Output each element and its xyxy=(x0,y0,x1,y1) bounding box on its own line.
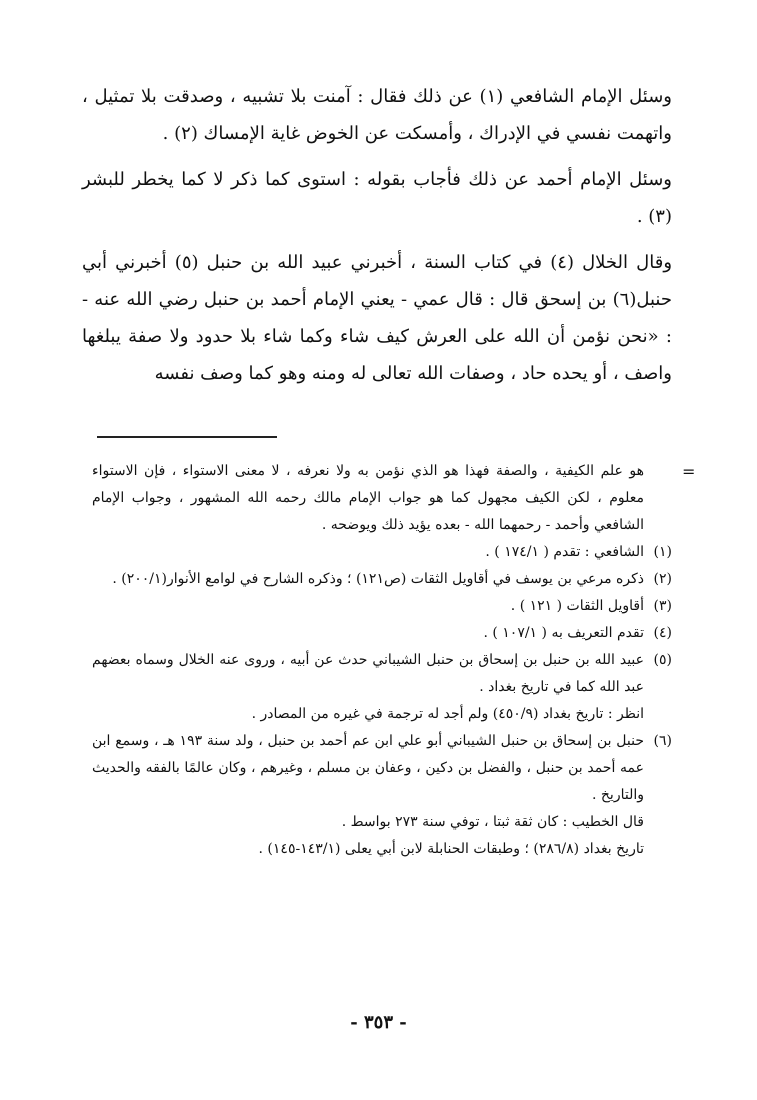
footnote-divider xyxy=(97,436,277,438)
footnote-text: أقاويل الثقات ( ١٢١ ) . xyxy=(510,598,644,614)
footnote-number: (٥) xyxy=(653,652,672,668)
footnote-number: (١) xyxy=(653,544,672,560)
footnote-text: تقدم التعريف به ( ١٠٧/١ ) . xyxy=(483,625,644,641)
footnote-text: عبيد الله بن حنبل بن إسحاق بن حنبل الشيباني حدث عن أبيه ، وروى عنه الخلال وسماه بعضهم عبد الله كما في تاريخ بغداد . xyxy=(92,652,644,695)
footnote-3 xyxy=(92,593,672,620)
footnote-text: ذكره مرعي بن يوسف في أقاويل الثقات (ص١٢١) ؛ وذكره الشارح في لوامع الأنوار(٢٠٠/١) . xyxy=(112,571,644,587)
paragraph-khallal: وقال الخلال (٤) في كتاب السنة ، أخبرني عبيد الله بن حنبل (٥) أخبرني أبي حنبل(٦) بن إسحق قال : قال عمي - يعني الإمام أحمد بن حنبل رضي الله عنه - : «نحن نؤمن أن الله على العرش كيف شاء وكما شاء بلا حدود ولا صفة يبلغها واصف ، أو يحده حاد ، وصفات الله تعالى له ومنه وهو كما وصف نفسه xyxy=(82,252,673,384)
page-number: - ٣٥٣ - xyxy=(350,1012,407,1033)
main-text xyxy=(82,78,672,401)
footnote-continuation-text: هو علم الكيفية ، والصفة فهذا هو الذي نؤمن به ولا نعرفه ، لا معنى الاستواء ، فإن الاستواء معلوم ، لكن الكيف مجهول كما هو جواب الإمام مالك رحمه الله المشهور ، وجواب الإمام الشافعي وأحمد - رحمهما الله - بعده يؤيد ذلك ويوضحه . xyxy=(92,463,644,533)
footnote-2 xyxy=(92,566,672,593)
footnotes xyxy=(92,458,672,863)
footnote-1 xyxy=(92,539,672,566)
footnote-5 xyxy=(92,647,672,701)
paragraph-ahmad: وسئل الإمام أحمد عن ذلك فأجاب بقوله : استوى كما ذكر لا كما يخطر للبشر (٣) . xyxy=(82,169,672,227)
footnote-number: (٢) xyxy=(653,571,672,587)
footnote-continuation-mark: = xyxy=(682,462,696,481)
footnote-4 xyxy=(92,620,672,647)
footnote-number: (٤) xyxy=(653,625,672,641)
footnote-6-reference: تاريخ بغداد (٢٨٦/٨) ؛ وطبقات الحنابلة لابن أبي يعلى (١٤٣/١-١٤٥) . xyxy=(258,841,644,857)
footnote-number: (٦) xyxy=(653,733,672,749)
footnote-5-reference: انظر : تاريخ بغداد (٤٥٠/٩) ولم أجد له ترجمة في غيره من المصادر . xyxy=(251,706,644,722)
footnote-number: (٣) xyxy=(653,598,672,614)
footnote-text: الشافعي : تقدم ( ١٧٤/١ ) . xyxy=(485,544,644,560)
footnote-continuation xyxy=(92,458,672,539)
footnote-6 xyxy=(92,728,672,809)
footnote-6-quote: قال الخطيب : كان ثقة ثبتا ، توفي سنة ٢٧٣ بواسط . xyxy=(341,814,644,830)
footnote-text: حنبل بن إسحاق بن حنبل الشيباني أبو علي ابن عم أحمد بن حنبل ، ولد سنة ١٩٣ هـ ، وسمع ابن عمه أحمد بن حنبل ، والفضل بن دكين ، وعفان بن مسلم ، وغيرهم ، وكان عالمًا بالفقه والحديث والتاريخ . xyxy=(92,733,644,803)
paragraph-shafii: وسئل الإمام الشافعي (١) عن ذلك فقال : آمنت بلا تشبيه ، وصدقت بلا تمثيل ، واتهمت نفسي في الإدراك ، وأمسكت عن الخوض غاية الإمساك (٢) . xyxy=(82,86,672,144)
